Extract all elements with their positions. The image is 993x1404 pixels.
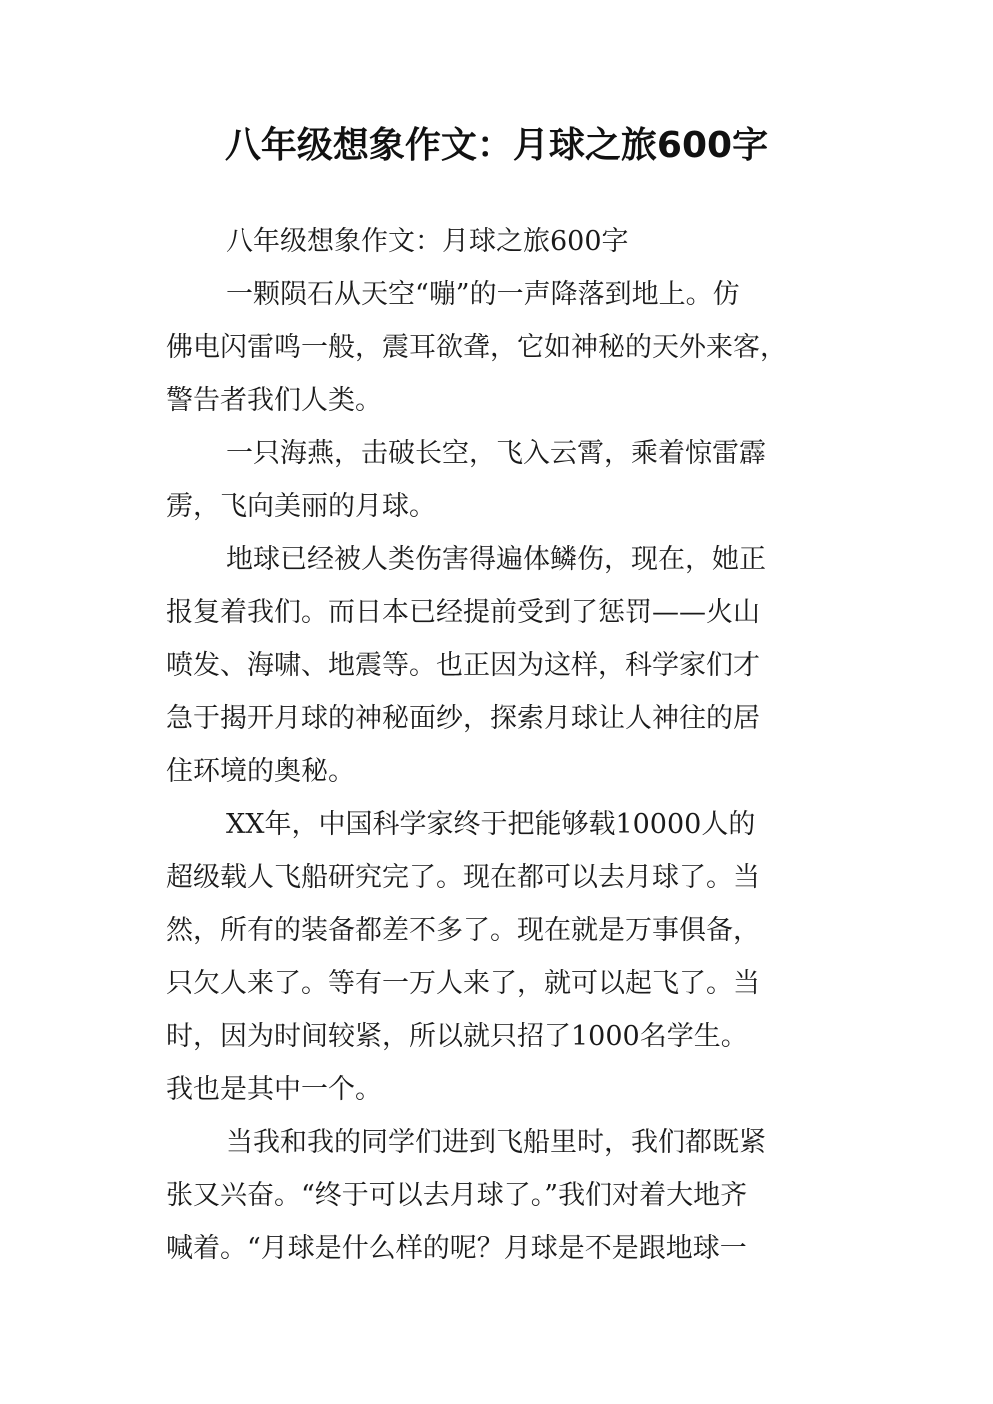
paragraph-earth-revenge: 地球已经被人类伤害得遍体鳞伤，现在，她正 报复着我们。而日本已经提前受到了惩罚——火山 喷发、海啸、地震等。也正因为这样，科学家们才 急于揭开月球的神秘面纱，探索月球让人神往的居 住环境的奥秘。: [166, 544, 766, 787]
paragraph-meteorite: 一颗陨石从天空“嘣”的一声降落到地上。仿 佛电闪雷鸣一般，震耳欲聋，它如神秘的天外来客， 警告者我们人类。: [166, 279, 787, 416]
document-title: 八年级想象作文：月球之旅600字: [224, 125, 769, 166]
paragraph-spaceship: XX年，中国科学家终于把能够载10000人的 超级载人飞船研究完了。现在都可以去月球了。当 然，所有的装备都差不多了。现在就是万事俱备， 只欠人来了。等有一万人来了，就可以起飞了。当 时，因为时间较紧，所以就只招了1000名学生。 我也是其中一个。: [166, 809, 760, 1105]
paragraph-petrel: 一只海燕，击破长空，飞入云霄，乘着惊雷霹 雳，飞向美丽的月球。: [166, 438, 766, 522]
document-body: [166, 215, 828, 1275]
paragraph-heading-repeat: 八年级想象作文：月球之旅600字: [226, 226, 629, 257]
paragraph-boarding: 当我和我的同学们进到飞船里时，我们都既紧 张又兴奋。“终于可以去月球了。”我们对着大地齐 喊着。“月球是什么样的呢？月球是不是跟地球一: [166, 1127, 766, 1264]
